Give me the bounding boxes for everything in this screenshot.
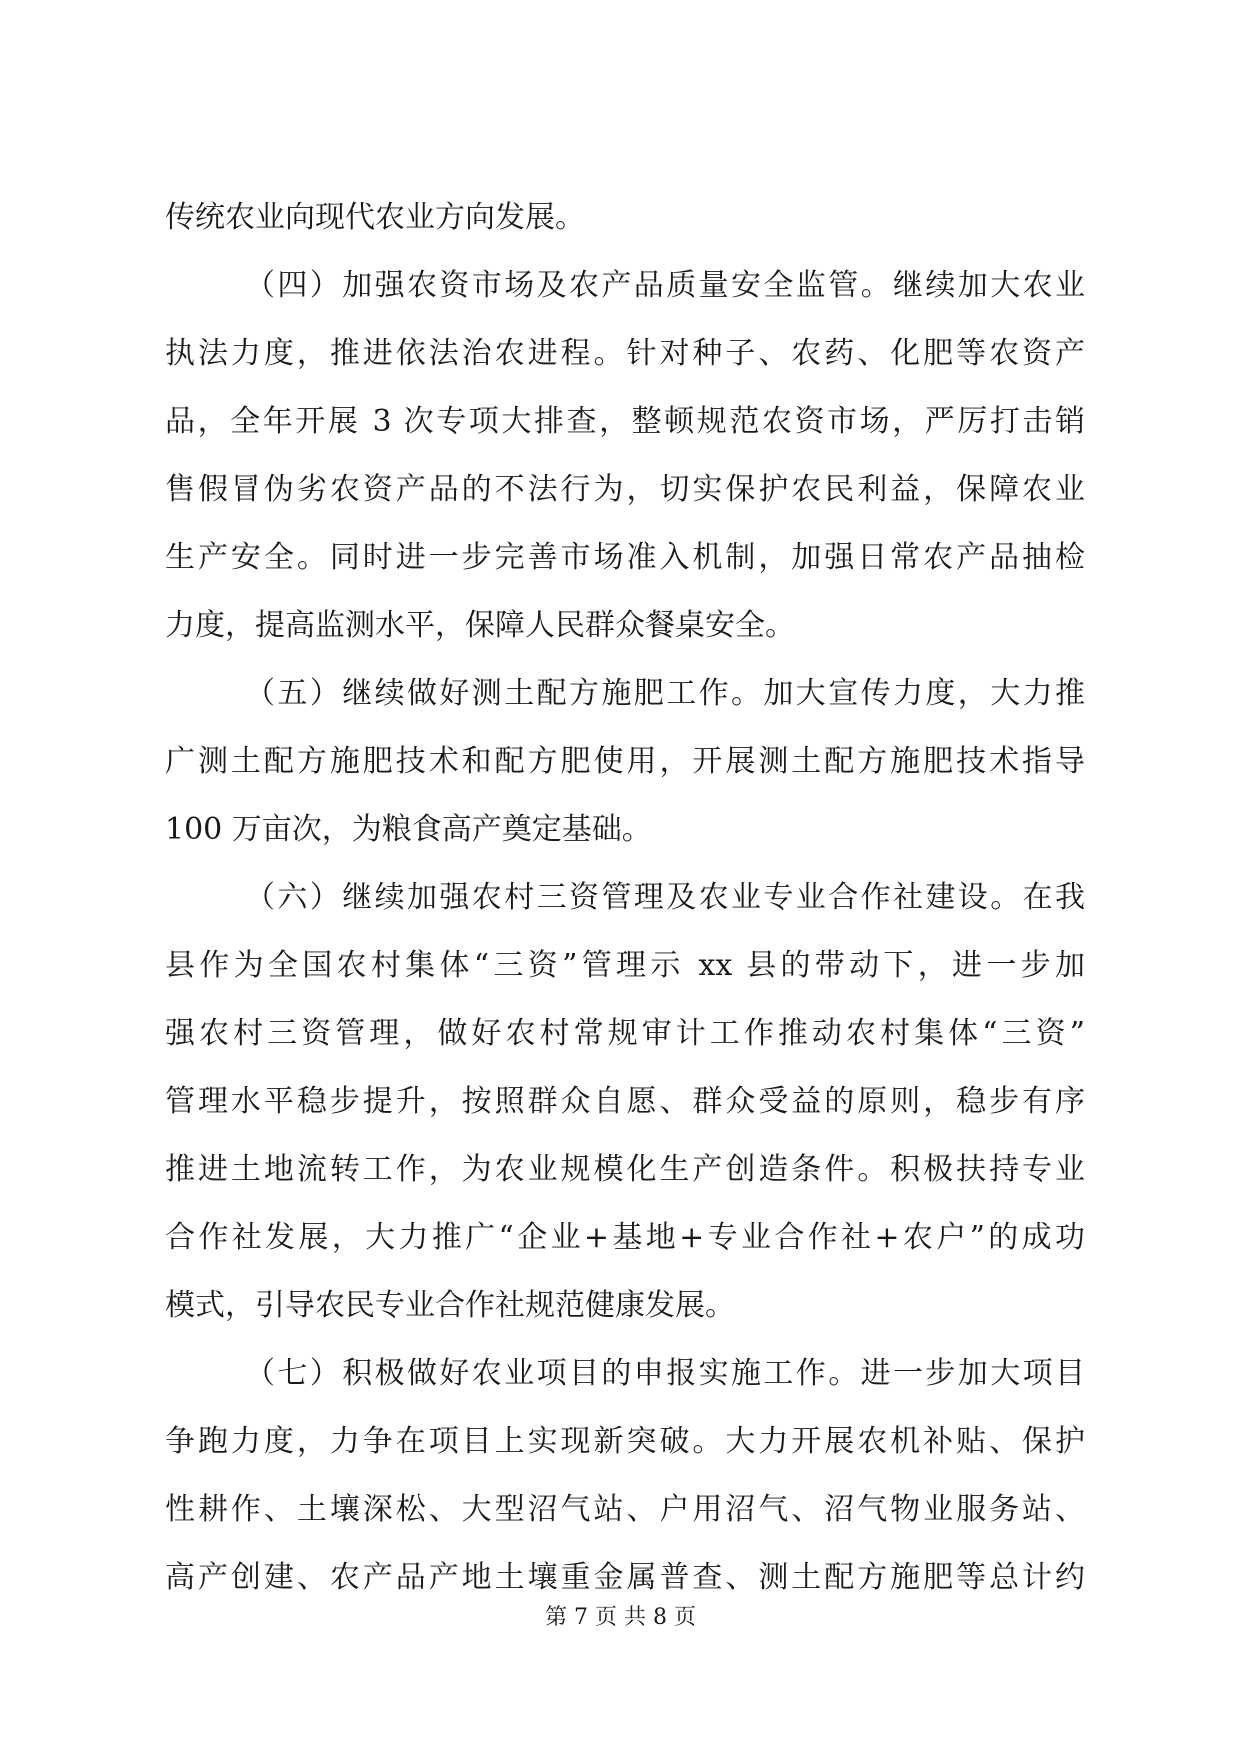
text-line: 100 万亩次，为粮食高产奠定基础。	[165, 812, 652, 847]
text-line: 售假冒伪劣农资产品的不法行为，切实保护农民利益，保障农业	[165, 472, 1085, 507]
text-line: 执法力度，推进依法治农进程。针对种子、农药、化肥等农资产	[165, 336, 1085, 371]
text-line: 合作社发展，大力推广“企业+基地+专业合作社+农户”的成功	[165, 1220, 1085, 1255]
paragraph-6-start: （六）继续加强农村三资管理及农业专业合作社建设。在我	[245, 880, 1085, 915]
text-line: 传统农业向现代农业方向发展。	[165, 200, 585, 235]
text-line: 品，全年开展 3 次专项大排查，整顿规范农资市场，严厉打击销	[165, 404, 1085, 439]
page-number-footer: 第 7 页 共 8 页	[545, 1605, 696, 1630]
paragraph-4-start: （四）加强农资市场及农产品质量安全监管。继续加大农业	[245, 268, 1085, 303]
text-line: 性耕作、土壤深松、大型沼气站、户用沼气、沼气物业服务站、	[165, 1492, 1085, 1527]
text-line: 广测土配方施肥技术和配方肥使用，开展测土配方施肥技术指导	[165, 744, 1085, 779]
text-line: 生产安全。同时进一步完善市场准入机制，加强日常农产品抽检	[165, 540, 1085, 575]
text-line: 高产创建、农产品产地土壤重金属普查、测土配方施肥等总计约	[165, 1560, 1085, 1595]
text-line: 力度，提高监测水平，保障人民群众餐桌安全。	[165, 608, 795, 643]
text-line: 推进土地流转工作，为农业规模化生产创造条件。积极扶持专业	[165, 1152, 1085, 1187]
text-line: 争跑力度，力争在项目上实现新突破。大力开展农机补贴、保护	[165, 1424, 1085, 1459]
text-line: 强农村三资管理，做好农村常规审计工作推动农村集体“三资”	[165, 1016, 1085, 1051]
paragraph-5-start: （五）继续做好测土配方施肥工作。加大宣传力度，大力推	[245, 676, 1085, 711]
text-line: 管理水平稳步提升，按照群众自愿、群众受益的原则，稳步有序	[165, 1084, 1085, 1119]
text-line: 县作为全国农村集体“三资”管理示 xx 县的带动下，进一步加	[165, 948, 1085, 983]
text-line: 模式，引导农民专业合作社规范健康发展。	[165, 1288, 735, 1323]
paragraph-7-start: （七）积极做好农业项目的申报实施工作。进一步加大项目	[245, 1356, 1085, 1391]
